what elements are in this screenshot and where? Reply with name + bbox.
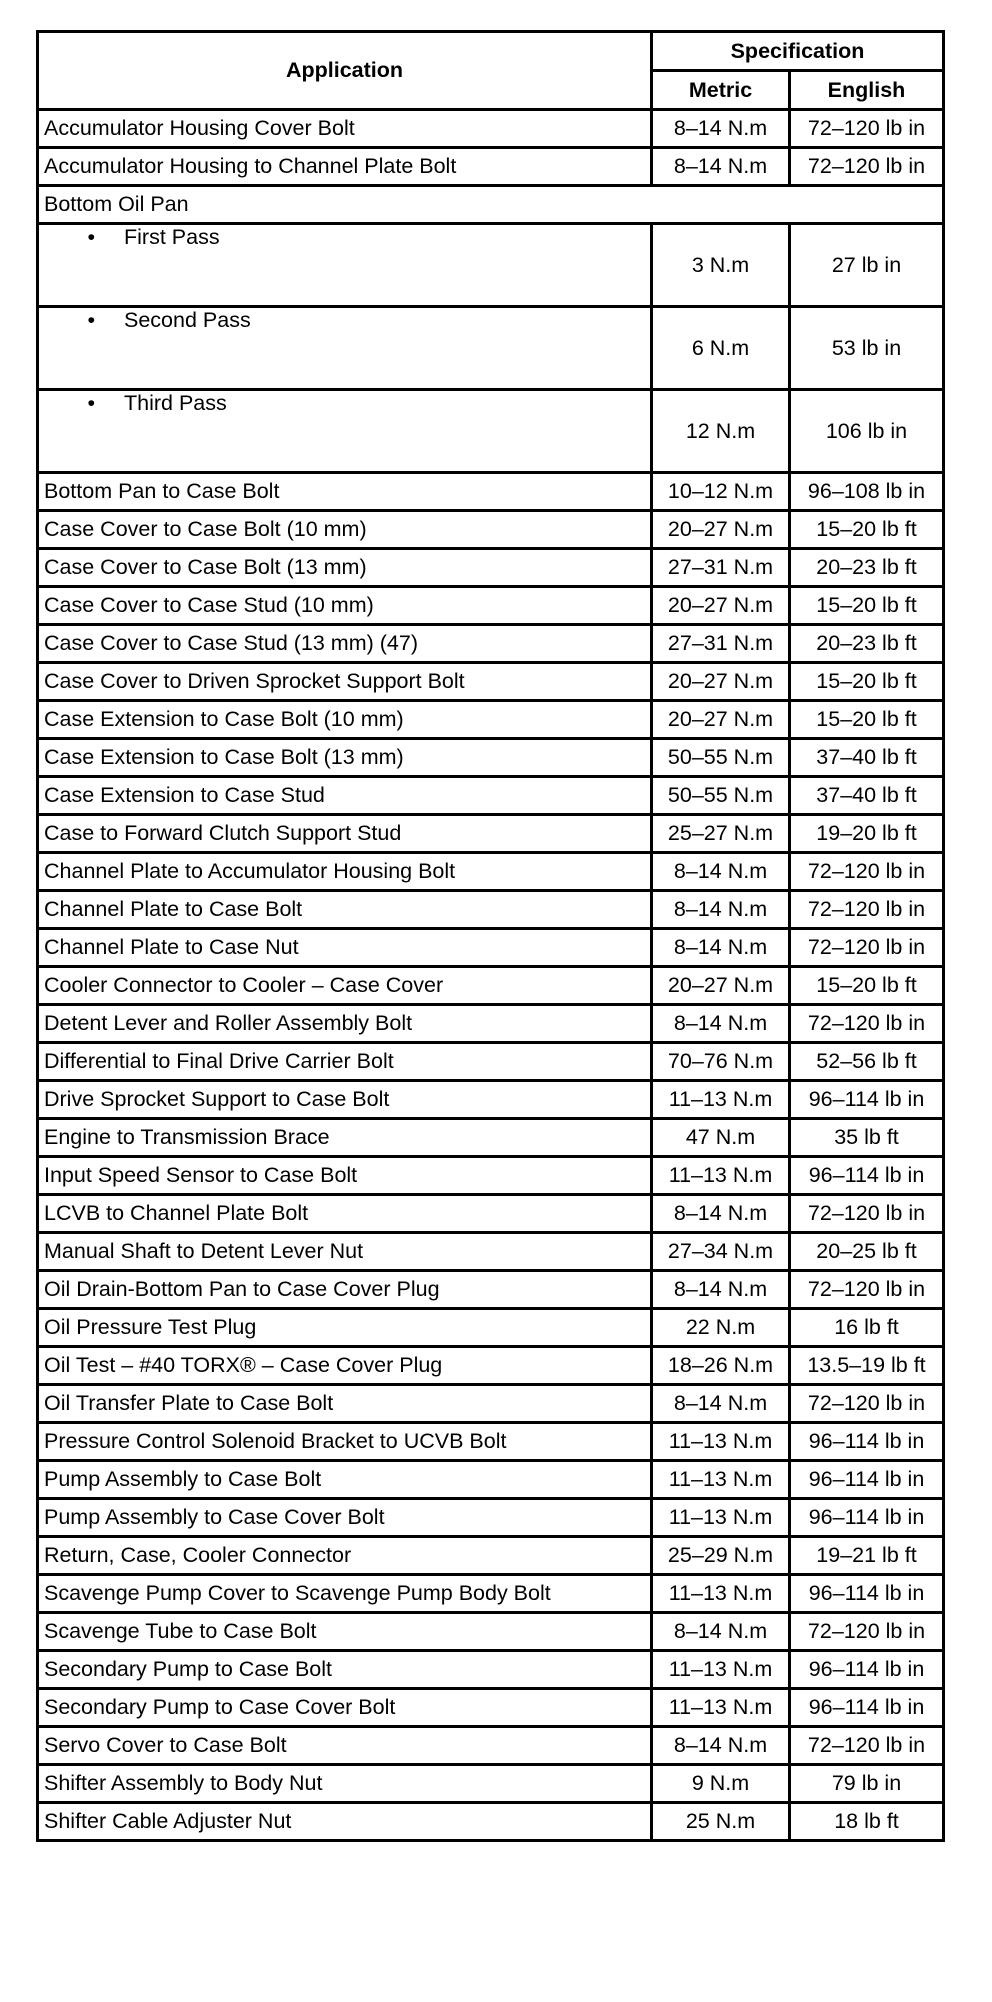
table-row (38, 663, 944, 701)
metric-cell: 11–13 N.m (652, 1423, 790, 1461)
metric-cell: 8–14 N.m (652, 891, 790, 929)
metric-cell: 8–14 N.m (652, 1271, 790, 1309)
table-row (38, 148, 944, 186)
english-cell: 19–21 lb ft (790, 1537, 944, 1575)
english-cell: 37–40 lb ft (790, 739, 944, 777)
metric-cell: 11–13 N.m (652, 1575, 790, 1613)
metric-cell: 47 N.m (652, 1119, 790, 1157)
application-cell (38, 390, 652, 473)
table-header (38, 32, 944, 110)
group-label: Bottom Oil Pan (38, 186, 944, 224)
table-row (38, 1461, 944, 1499)
table-row (38, 1233, 944, 1271)
metric-cell: 18–26 N.m (652, 1347, 790, 1385)
application-cell: Differential to Final Drive Carrier Bolt (38, 1043, 652, 1081)
table-row (38, 1613, 944, 1651)
header-application: Application (38, 32, 652, 110)
metric-cell: 20–27 N.m (652, 701, 790, 739)
table-row (38, 1575, 944, 1613)
table-row (38, 1651, 944, 1689)
application-label: Second Pass (124, 308, 251, 332)
metric-cell: 25–27 N.m (652, 815, 790, 853)
english-cell: 20–23 lb ft (790, 625, 944, 663)
english-cell: 96–114 lb in (790, 1689, 944, 1727)
header-metric: Metric (652, 71, 790, 110)
application-cell: Oil Test – #40 TORX® – Case Cover Plug (38, 1347, 652, 1385)
application-cell: Drive Sprocket Support to Case Bolt (38, 1081, 652, 1119)
table-row (38, 625, 944, 663)
application-cell: Input Speed Sensor to Case Bolt (38, 1157, 652, 1195)
application-cell: Case to Forward Clutch Support Stud (38, 815, 652, 853)
application-cell (38, 224, 652, 307)
table-row (38, 1081, 944, 1119)
metric-cell: 22 N.m (652, 1309, 790, 1347)
table-row (38, 1271, 944, 1309)
application-cell: Servo Cover to Case Bolt (38, 1727, 652, 1765)
metric-cell: 11–13 N.m (652, 1651, 790, 1689)
metric-cell: 6 N.m (652, 307, 790, 390)
metric-cell: 11–13 N.m (652, 1157, 790, 1195)
application-cell: Case Extension to Case Bolt (10 mm) (38, 701, 652, 739)
application-cell: Pump Assembly to Case Bolt (38, 1461, 652, 1499)
english-cell: 15–20 lb ft (790, 967, 944, 1005)
header-row-top (38, 32, 944, 71)
table-row (38, 1195, 944, 1233)
application-cell: Case Cover to Case Bolt (10 mm) (38, 511, 652, 549)
english-cell: 96–114 lb in (790, 1423, 944, 1461)
header-specification: Specification (652, 32, 944, 71)
table-sub-row (38, 390, 944, 473)
application-cell: Channel Plate to Accumulator Housing Bolt (38, 853, 652, 891)
table-row (38, 891, 944, 929)
application-cell: Channel Plate to Case Nut (38, 929, 652, 967)
bullet-icon: • (87, 308, 95, 332)
metric-cell: 27–31 N.m (652, 625, 790, 663)
table-row (38, 701, 944, 739)
metric-cell: 12 N.m (652, 390, 790, 473)
metric-cell: 20–27 N.m (652, 587, 790, 625)
application-label: Third Pass (124, 391, 227, 415)
table-row (38, 1385, 944, 1423)
english-cell: 20–25 lb ft (790, 1233, 944, 1271)
metric-cell: 50–55 N.m (652, 777, 790, 815)
metric-cell: 11–13 N.m (652, 1499, 790, 1537)
metric-cell: 8–14 N.m (652, 1195, 790, 1233)
english-cell: 72–120 lb in (790, 891, 944, 929)
application-cell: Case Cover to Case Bolt (13 mm) (38, 549, 652, 587)
application-cell: Oil Drain-Bottom Pan to Case Cover Plug (38, 1271, 652, 1309)
table-row (38, 1423, 944, 1461)
table-row (38, 511, 944, 549)
english-cell: 15–20 lb ft (790, 663, 944, 701)
english-cell: 19–20 lb ft (790, 815, 944, 853)
table-sub-row (38, 307, 944, 390)
english-cell: 13.5–19 lb ft (790, 1347, 944, 1385)
english-cell: 72–120 lb in (790, 929, 944, 967)
application-cell: Case Cover to Case Stud (10 mm) (38, 587, 652, 625)
metric-cell: 20–27 N.m (652, 967, 790, 1005)
table-row (38, 549, 944, 587)
english-cell: 96–114 lb in (790, 1651, 944, 1689)
english-cell: 72–120 lb in (790, 1271, 944, 1309)
english-cell: 79 lb in (790, 1765, 944, 1803)
application-cell: Accumulator Housing Cover Bolt (38, 110, 652, 148)
english-cell: 72–120 lb in (790, 1195, 944, 1233)
english-cell: 96–114 lb in (790, 1157, 944, 1195)
english-cell: 20–23 lb ft (790, 549, 944, 587)
english-cell: 72–120 lb in (790, 148, 944, 186)
metric-cell: 8–14 N.m (652, 853, 790, 891)
english-cell: 27 lb in (790, 224, 944, 307)
application-cell: Scavenge Tube to Case Bolt (38, 1613, 652, 1651)
table-row (38, 739, 944, 777)
application-cell: Case Cover to Driven Sprocket Support Bolt (38, 663, 652, 701)
english-cell: 72–120 lb in (790, 1727, 944, 1765)
metric-cell: 11–13 N.m (652, 1081, 790, 1119)
english-cell: 15–20 lb ft (790, 587, 944, 625)
application-cell: Secondary Pump to Case Bolt (38, 1651, 652, 1689)
application-cell: Secondary Pump to Case Cover Bolt (38, 1689, 652, 1727)
metric-cell: 11–13 N.m (652, 1689, 790, 1727)
english-cell: 15–20 lb ft (790, 511, 944, 549)
application-cell: Accumulator Housing to Channel Plate Bolt (38, 148, 652, 186)
header-english: English (790, 71, 944, 110)
application-cell: Engine to Transmission Brace (38, 1119, 652, 1157)
table-row (38, 967, 944, 1005)
english-cell: 96–114 lb in (790, 1575, 944, 1613)
table-sub-row (38, 224, 944, 307)
application-cell: LCVB to Channel Plate Bolt (38, 1195, 652, 1233)
metric-cell: 27–34 N.m (652, 1233, 790, 1271)
metric-cell: 8–14 N.m (652, 110, 790, 148)
application-cell: Scavenge Pump Cover to Scavenge Pump Body Bolt (38, 1575, 652, 1613)
application-cell: Shifter Cable Adjuster Nut (38, 1803, 652, 1841)
english-cell: 16 lb ft (790, 1309, 944, 1347)
table-row (38, 1005, 944, 1043)
table-row (38, 1803, 944, 1841)
english-cell: 37–40 lb ft (790, 777, 944, 815)
metric-cell: 8–14 N.m (652, 1613, 790, 1651)
metric-cell: 8–14 N.m (652, 1385, 790, 1423)
table-row (38, 587, 944, 625)
english-cell: 96–114 lb in (790, 1081, 944, 1119)
table-row (38, 1689, 944, 1727)
english-cell: 72–120 lb in (790, 110, 944, 148)
english-cell: 72–120 lb in (790, 1613, 944, 1651)
application-cell: Channel Plate to Case Bolt (38, 891, 652, 929)
application-cell: Bottom Pan to Case Bolt (38, 473, 652, 511)
english-cell: 72–120 lb in (790, 853, 944, 891)
metric-cell: 20–27 N.m (652, 511, 790, 549)
english-cell: 35 lb ft (790, 1119, 944, 1157)
table-row (38, 929, 944, 967)
metric-cell: 27–31 N.m (652, 549, 790, 587)
application-cell: Case Extension to Case Stud (38, 777, 652, 815)
table-row (38, 1765, 944, 1803)
table-row (38, 853, 944, 891)
application-cell: Cooler Connector to Cooler – Case Cover (38, 967, 652, 1005)
metric-cell: 10–12 N.m (652, 473, 790, 511)
english-cell: 52–56 lb ft (790, 1043, 944, 1081)
metric-cell: 70–76 N.m (652, 1043, 790, 1081)
application-cell: Manual Shaft to Detent Lever Nut (38, 1233, 652, 1271)
metric-cell: 3 N.m (652, 224, 790, 307)
application-cell: Pressure Control Solenoid Bracket to UCVB Bolt (38, 1423, 652, 1461)
metric-cell: 20–27 N.m (652, 663, 790, 701)
fastener-spec-table (36, 30, 945, 1842)
metric-cell: 25–29 N.m (652, 1537, 790, 1575)
english-cell: 96–114 lb in (790, 1499, 944, 1537)
metric-cell: 8–14 N.m (652, 148, 790, 186)
application-cell: Detent Lever and Roller Assembly Bolt (38, 1005, 652, 1043)
application-cell: Pump Assembly to Case Cover Bolt (38, 1499, 652, 1537)
metric-cell: 25 N.m (652, 1803, 790, 1841)
table-group-row (38, 186, 944, 224)
application-label: First Pass (124, 225, 220, 249)
table-row (38, 1157, 944, 1195)
metric-cell: 11–13 N.m (652, 1461, 790, 1499)
metric-cell: 8–14 N.m (652, 929, 790, 967)
table-row (38, 1043, 944, 1081)
metric-cell: 8–14 N.m (652, 1005, 790, 1043)
table-row (38, 1309, 944, 1347)
application-cell: Shifter Assembly to Body Nut (38, 1765, 652, 1803)
english-cell: 18 lb ft (790, 1803, 944, 1841)
english-cell: 72–120 lb in (790, 1385, 944, 1423)
table-row (38, 473, 944, 511)
table-body (38, 110, 944, 1841)
english-cell: 72–120 lb in (790, 1005, 944, 1043)
application-cell: Case Extension to Case Bolt (13 mm) (38, 739, 652, 777)
bullet-icon: • (87, 391, 95, 415)
application-cell (38, 307, 652, 390)
english-cell: 96–108 lb in (790, 473, 944, 511)
table-row (38, 1499, 944, 1537)
application-cell: Oil Pressure Test Plug (38, 1309, 652, 1347)
table-row (38, 815, 944, 853)
table-row (38, 777, 944, 815)
english-cell: 96–114 lb in (790, 1461, 944, 1499)
table-row (38, 1347, 944, 1385)
metric-cell: 9 N.m (652, 1765, 790, 1803)
application-cell: Case Cover to Case Stud (13 mm) (47) (38, 625, 652, 663)
metric-cell: 8–14 N.m (652, 1727, 790, 1765)
table-row (38, 1727, 944, 1765)
metric-cell: 50–55 N.m (652, 739, 790, 777)
english-cell: 15–20 lb ft (790, 701, 944, 739)
english-cell: 53 lb in (790, 307, 944, 390)
application-cell: Oil Transfer Plate to Case Bolt (38, 1385, 652, 1423)
table-row (38, 110, 944, 148)
bullet-icon: • (87, 225, 95, 249)
english-cell: 106 lb in (790, 390, 944, 473)
table-row (38, 1119, 944, 1157)
table-row (38, 1537, 944, 1575)
application-cell: Return, Case, Cooler Connector (38, 1537, 652, 1575)
